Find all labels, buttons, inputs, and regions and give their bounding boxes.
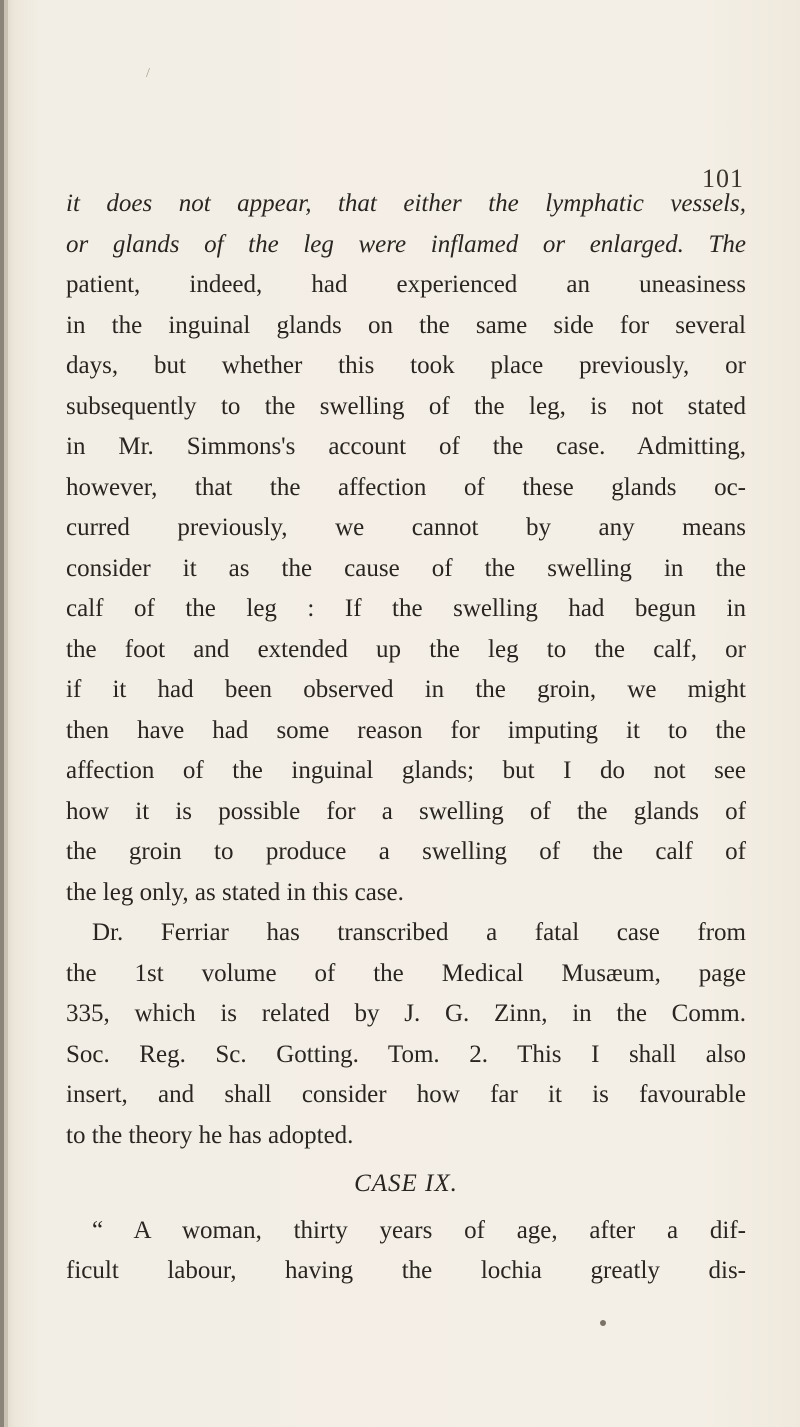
text-line: days, but whether this took place previously, or (66, 352, 746, 379)
page-gutter-edge (4, 0, 8, 1427)
text-line: 335, which is related by J. G. Zinn, in the Comm. (66, 1000, 746, 1027)
text-line: Dr. Ferriar has transcribed a fatal case from (92, 919, 746, 946)
text-line: the groin to produce a swelling of the calf of (66, 838, 746, 865)
text-line: subsequently to the swelling of the leg, is not stated (66, 392, 746, 420)
text-line: the foot and extended up the leg to the calf, or (66, 635, 746, 663)
text-line: affection of the inguinal glands; but I do not see (66, 757, 746, 784)
text-line: insert, and shall consider how far it is favourable (66, 1081, 746, 1108)
text-line: however, that the affection of these glands oc- (66, 473, 746, 501)
paper-speck: / (146, 66, 150, 81)
text-line: the leg only, as stated in this case. (66, 878, 404, 906)
text-line: Soc. Reg. Sc. Gotting. Tom. 2. This I shall also (66, 1040, 746, 1068)
text-line: to the theory he has adopted. (66, 1121, 354, 1149)
ink-dot (600, 1320, 606, 1326)
quote-line: ficult labour, having the lochia greatly dis- (66, 1257, 746, 1284)
text-line: it does not appear, that either the lymphatic vessels, (66, 190, 746, 217)
text-line: how it is possible for a swelling of the glands of (66, 797, 746, 825)
body-text (66, 184, 746, 1292)
text-line: patient, indeed, had experienced an uneasiness (66, 271, 746, 298)
text-line: or glands of the leg were inflamed or enlarged. The (66, 230, 746, 258)
text-line: in Mr. Simmons's account of the case. Admitting, (66, 433, 746, 460)
text-line: the 1st volume of the Medical Musæum, page (66, 959, 746, 987)
text-line: consider it as the cause of the swelling in the (66, 554, 746, 582)
text-line: if it had been observed in the groin, we might (66, 676, 746, 703)
text-line: then have had some reason for imputing it to the (66, 716, 746, 744)
text-line: curred previously, we cannot by any means (66, 514, 746, 541)
text-line: calf of the leg : If the swelling had begun in (66, 595, 746, 622)
quote-line: “ A woman, thirty years of age, after a dif- (92, 1216, 746, 1244)
page-number: 101 (702, 164, 744, 193)
text-line: in the inguinal glands on the same side for several (66, 311, 746, 339)
case-heading: CASE IX. (354, 1170, 458, 1197)
